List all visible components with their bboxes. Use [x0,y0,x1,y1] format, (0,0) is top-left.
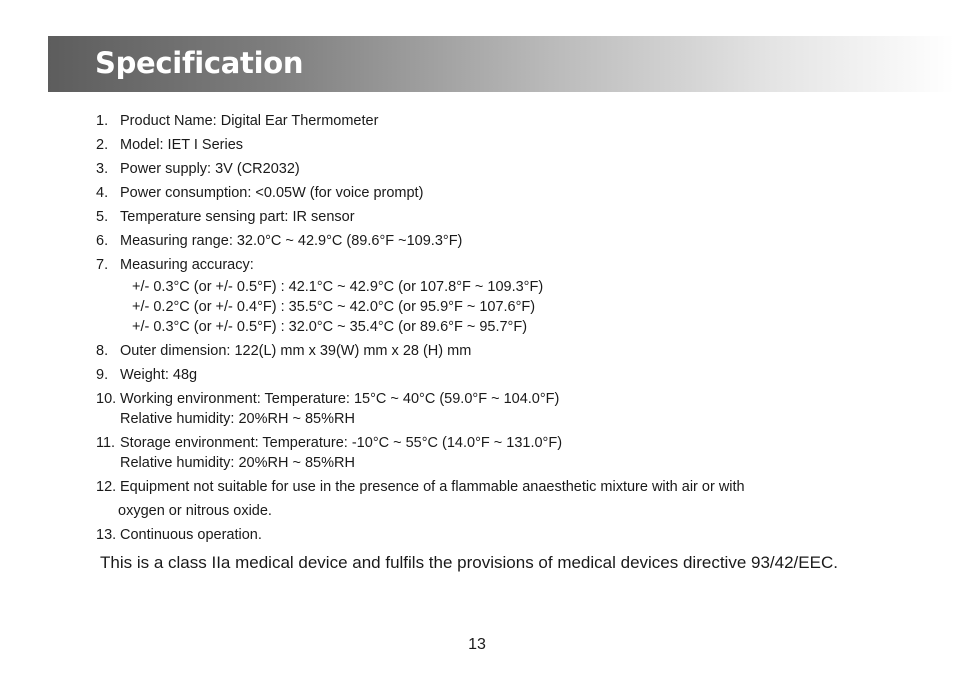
item-number: 13. [96,527,117,543]
accuracy-lines [132,277,896,337]
item-number: 1. [96,113,109,129]
item-text: Measuring range: 32.0°C ~ 42.9°C (89.6°F ~109.3°F) [120,233,463,249]
item-number: 6. [96,233,109,249]
item-text: Power consumption: <0.05W (for voice prompt) [120,185,424,201]
spec-item-outer-dimension [96,341,896,361]
spec-item-weight [96,365,896,385]
accuracy-line: +/- 0.2°C (or +/- 0.4°F) : 35.5°C ~ 42.0°C (or 95.9°F ~ 107.6°F) [132,299,536,315]
item-number: 2. [96,137,109,153]
spec-item-storage-environment [96,433,896,473]
item-line: Relative humidity: 20%RH ~ 85%RH [120,411,355,427]
spec-item-model [96,135,896,155]
item-text: Model: IET I Series [120,137,244,153]
item-text: Product Name: Digital Ear Thermometer [120,113,379,129]
item-text [120,433,896,473]
item-text: Power supply: 3V (CR2032) [120,161,300,177]
spec-item-product-name [96,111,896,131]
item-line: Equipment not suitable for use in the presence of a flammable anaesthetic mixture with air or with [120,479,745,495]
item-text: Measuring accuracy: [120,257,254,273]
spec-item-equipment-warning [96,477,896,521]
spec-item-sensing-part [96,207,896,227]
item-text: Outer dimension: 122(L) mm x 39(W) mm x 28 (H) mm [120,343,472,359]
item-number: 3. [96,161,109,177]
spec-item-continuous-operation [96,525,896,545]
spec-item-measuring-accuracy [96,255,896,275]
item-number: 5. [96,209,109,225]
spec-item-power-consumption [96,183,896,203]
item-number: 8. [96,343,109,359]
item-number: 11. [96,435,116,451]
item-line: Storage environment: Temperature: -10°C ~ 55°C (14.0°F ~ 131.0°F) [120,435,563,451]
item-number: 10. [96,391,117,407]
item-text: Weight: 48g [120,367,198,383]
spec-item-measuring-range [96,231,896,251]
item-line: Relative humidity: 20%RH ~ 85%RH [120,455,355,471]
item-number: 4. [96,185,109,201]
class-note: This is a class IIa medical device and fulfils the provisions of medical devices directive 93/42/EEC. [100,553,838,572]
item-number: 9. [96,367,109,383]
accuracy-line: +/- 0.3°C (or +/- 0.5°F) : 32.0°C ~ 35.4°C (or 89.6°F ~ 95.7°F) [132,319,528,335]
item-text [120,389,896,429]
item-text: Temperature sensing part: IR sensor [120,209,355,225]
page-number: 13 [468,636,486,653]
item-number: 12. [96,479,117,495]
item-line: Working environment: Temperature: 15°C ~ 40°C (59.0°F ~ 104.0°F) [120,391,560,407]
item-line: oxygen or nitrous oxide. [118,503,272,519]
page-title: Specification [95,46,304,80]
spec-item-working-environment [96,389,896,429]
item-text: Continuous operation. [120,527,262,543]
header-band [48,36,954,92]
spec-list [96,111,896,549]
item-number: 7. [96,257,109,273]
accuracy-line: +/- 0.3°C (or +/- 0.5°F) : 42.1°C ~ 42.9°C (or 107.8°F ~ 109.3°F) [132,279,544,295]
item-text [120,477,896,521]
spec-item-power-supply [96,159,896,179]
